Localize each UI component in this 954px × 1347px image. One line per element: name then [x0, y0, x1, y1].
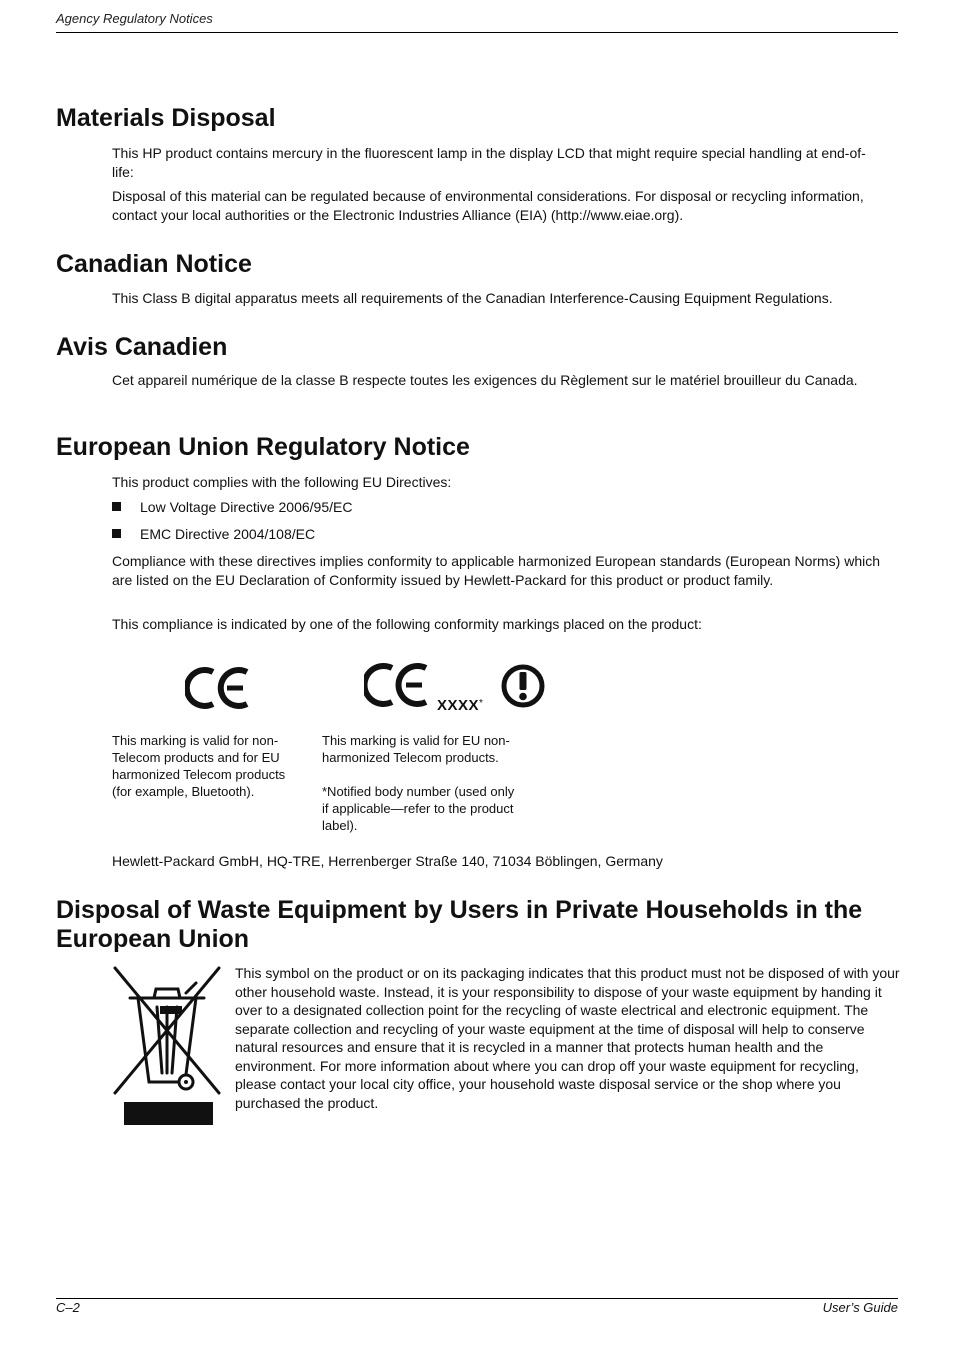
page-number: C–2	[56, 1300, 80, 1315]
ce-telecom-caption: This marking is valid for EU non-harmonized Telecom products.	[322, 733, 510, 765]
heading-materials-disposal: Materials Disposal	[56, 104, 276, 132]
materials-paragraph-1: This HP product contains mercury in the fluorescent lamp in the display LCD that might require special handling at end-of-life:	[112, 145, 866, 180]
crossed-bin-icon	[112, 965, 222, 1097]
eu-compliance-paragraph: Compliance with these directives implies conformity to applicable harmonized European standards (European Norms) which are listed on the EU Declaration of Conformity issued by Hewlett-Packard for this product or product family.	[112, 553, 881, 588]
ce-mark-telecom-icon	[364, 662, 430, 708]
bullet-square-icon	[112, 502, 121, 511]
guide-title: User’s Guide	[822, 1300, 898, 1315]
weee-paragraph: This symbol on the product or on its packaging indicates that this product must not be disposed of with your other household waste. Instead, it is your responsibility to dispose of your waste equipment by handing it over to a designated collection point for the recycling of waste electrical and electronic equipment. The separate collection and recycling of your waste equipment at the time of disposal will help to conserve natural resources and ensure that it is recycled in a manner that protects human health and the environment. For more information about where you can drop off your waste equipment for recycling, please contact your local city office, your household waste disposal service or the shop where you purchased the product.	[235, 965, 900, 1111]
eu-intro: This product complies with the following EU Directives:	[112, 474, 452, 490]
materials-paragraph-2: Disposal of this material can be regulated because of environmental considerations. For disposal or recycling information, contact your local authorities or the Electronic Industries Alliance (EIA) (http://www.eiae.org).	[112, 188, 864, 223]
notified-body-asterisk: *	[479, 698, 484, 709]
weee-marking-bar	[124, 1102, 213, 1125]
heading-weee-disposal: Disposal of Waste Equipment by Users in Private Households in the European Union	[56, 896, 863, 953]
hp-address: Hewlett-Packard GmbH, HQ-TRE, Herrenberger Straße 140, 71034 Böblingen, Germany	[112, 853, 663, 869]
notified-body-code: XXXX	[437, 697, 480, 714]
eu-directive-item	[112, 498, 352, 516]
avis-paragraph: Cet appareil numérique de la classe B respecte toutes les exigences du Règlement sur le matériel brouilleur du Canada.	[112, 372, 858, 388]
eu-marking-intro: This compliance is indicated by one of the following conformity markings placed on the product:	[112, 616, 702, 632]
eu-directive-label: EMC Directive 2004/108/EC	[140, 526, 316, 542]
eu-directive-item	[112, 525, 315, 543]
ce-mark-caption: This marking is valid for non-Telecom products and for EU harmonized Telecom products (for example, Bluetooth).	[112, 733, 286, 799]
bullet-square-icon	[112, 529, 121, 538]
canadian-paragraph: This Class B digital apparatus meets all requirements of the Canadian Interference-Causing Equipment Regulations.	[112, 290, 833, 306]
notified-body-number	[437, 697, 483, 714]
eu-directive-label: Low Voltage Directive 2006/95/EC	[140, 499, 353, 515]
alert-mark-icon	[500, 663, 546, 709]
heading-avis-canadien: Avis Canadien	[56, 333, 228, 361]
ce-mark-icon	[185, 666, 251, 710]
header-rule	[56, 32, 898, 33]
heading-eu-regulatory-notice: European Union Regulatory Notice	[56, 433, 470, 461]
heading-canadian-notice: Canadian Notice	[56, 250, 252, 278]
notified-body-caption: *Notified body number (used only if applicable—refer to the product label).	[322, 784, 515, 833]
running-header: Agency Regulatory Notices	[56, 11, 213, 26]
footer-rule	[56, 1298, 898, 1299]
